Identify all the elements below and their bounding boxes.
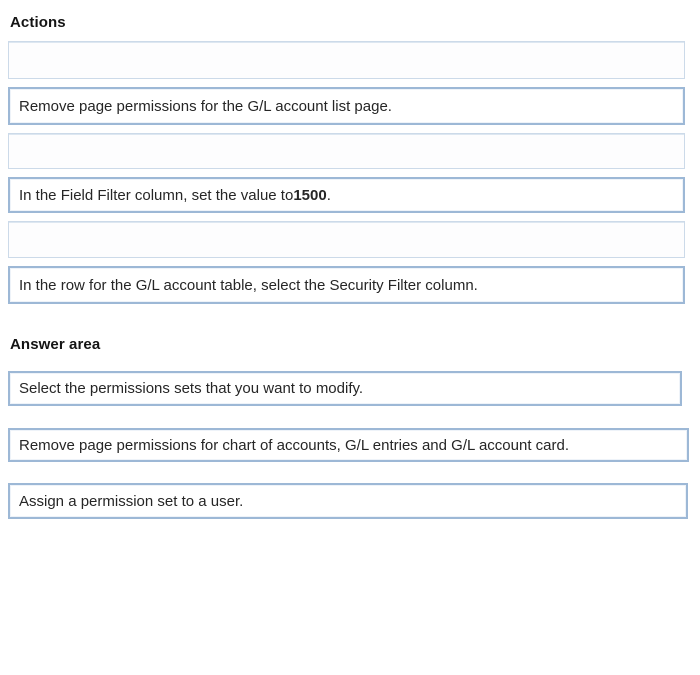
- answer-item-select-permission-sets[interactable]: [8, 371, 682, 406]
- action-item-field-filter-1500[interactable]: [8, 177, 685, 213]
- action-empty-slot-3[interactable]: [8, 221, 685, 258]
- answer-item-label: Select the permissions sets that you want to modify.: [19, 380, 364, 397]
- actions-heading: Actions: [10, 14, 66, 31]
- answer-area-heading: Answer area: [10, 336, 101, 353]
- action-item-remove-gl-list-page[interactable]: [8, 87, 685, 125]
- action-item-security-filter-column[interactable]: [8, 266, 685, 304]
- action-empty-slot-2[interactable]: [8, 133, 685, 169]
- action-item-label: In the row for the G/L account table, select the Security Filter column.: [19, 276, 478, 294]
- answer-item-label: Remove page permissions for chart of accounts, G/L entries and G/L account card.: [19, 436, 569, 454]
- answer-item-remove-page-permissions[interactable]: [8, 428, 689, 462]
- action-item-label: Remove page permissions for the G/L account list page.: [19, 97, 392, 115]
- answer-item-assign-permission-set[interactable]: [8, 483, 688, 519]
- action-item-label-bold-value: 1500: [293, 186, 327, 204]
- action-empty-slot-1[interactable]: [8, 41, 685, 79]
- action-item-label-prefix: In the Field Filter column, set the value to: [19, 186, 294, 204]
- answer-item-label: Assign a permission set to a user.: [19, 492, 244, 510]
- action-item-label-suffix: .: [326, 186, 331, 204]
